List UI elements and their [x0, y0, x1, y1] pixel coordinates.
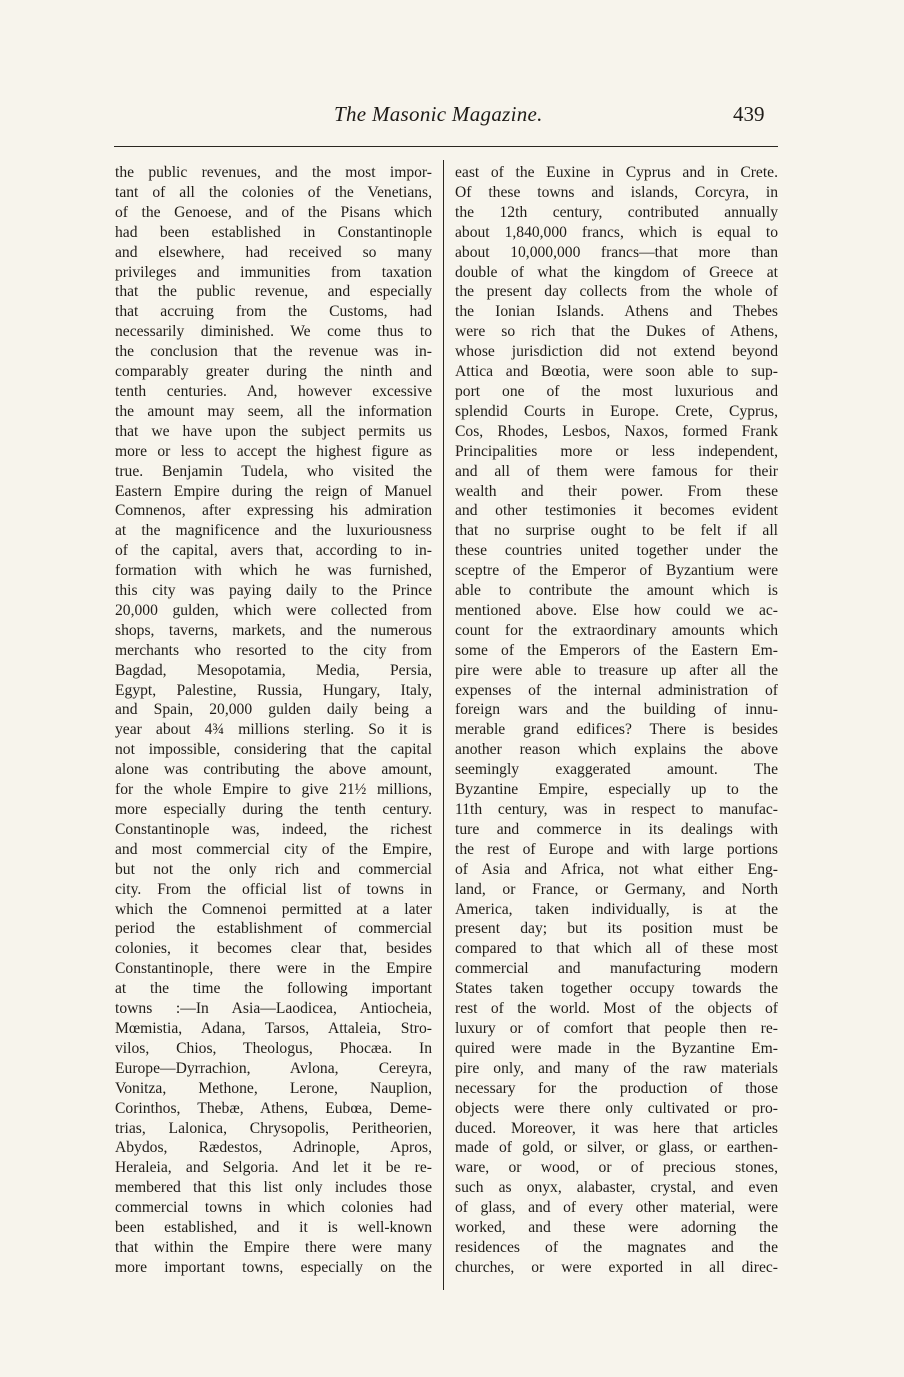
text-line: trias, Lalonica, Chrysopolis, Peritheorien, — [115, 1119, 432, 1137]
text-line: at the time the following important — [115, 980, 432, 998]
text-line: whose jurisdiction did not extend beyond — [455, 343, 778, 361]
text-line: commercial and manufacturing modern — [455, 960, 778, 978]
text-line: residences of the magnates and the — [455, 1238, 778, 1256]
text-line: quired were made in the Byzantine Em- — [455, 1039, 778, 1057]
text-line: that accruing from the Customs, had — [115, 303, 432, 321]
text-line: the 12th century, contributed annually — [455, 203, 778, 221]
left-column — [115, 163, 432, 1278]
text-line: membered that this list only includes those — [115, 1179, 432, 1197]
text-line: but not the only rich and commercial — [115, 860, 432, 878]
text-line: some of the Emperors of the Eastern Em- — [455, 641, 778, 659]
right-column — [455, 163, 778, 1278]
text-line: splendid Courts in Europe. Crete, Cyprus, — [455, 402, 778, 420]
text-line: formation with which he was furnished, — [115, 562, 432, 580]
text-line: land, or France, or Germany, and North — [455, 880, 778, 898]
text-line: made of gold, or silver, or glass, or earthen- — [455, 1139, 778, 1157]
text-line: double of what the kingdom of Greece at — [455, 263, 778, 281]
text-line: comparably greater during the ninth and — [115, 363, 432, 381]
text-line: Of these towns and islands, Corcyra, in — [455, 183, 778, 201]
text-line: privileges and immunities from taxation — [115, 263, 432, 281]
text-line: foreign wars and the building of innu- — [455, 701, 778, 719]
text-line: of the Genoese, and of the Pisans which — [115, 203, 432, 221]
text-line: period the establishment of commercial — [115, 920, 432, 938]
text-line: tenth centuries. And, however excessive — [115, 382, 432, 400]
text-line: that no surprise ought to be felt if all — [455, 522, 778, 540]
text-line: been established, and it is well-known — [115, 1219, 432, 1237]
text-line: 11th century, was in respect to manufac- — [455, 801, 778, 818]
text-line: Mœmistia, Adana, Tarsos, Attaleia, Stro- — [115, 1019, 432, 1037]
text-line: that within the Empire there were many — [115, 1238, 432, 1256]
text-line: Bagdad, Mesopotamia, Media, Persia, — [115, 661, 432, 679]
text-line: commercial towns in which colonies had — [115, 1199, 432, 1217]
text-line: which the Comnenoi permitted at a later — [115, 900, 432, 918]
text-line: ture and commerce in its dealings with — [455, 820, 778, 838]
text-line: not impossible, considering that the capital — [115, 741, 432, 759]
column-divider — [443, 160, 444, 1290]
text-line: that the public revenue, and especially — [115, 283, 432, 301]
text-line: more especially during the tenth century. — [115, 801, 432, 818]
text-line: objects were there only cultivated or pro- — [455, 1099, 778, 1117]
text-line: rest of the world. Most of the objects of — [455, 1000, 778, 1018]
text-line: mentioned above. Else how could we ac- — [455, 601, 778, 619]
text-line: shops, taverns, markets, and the numerous — [115, 621, 432, 639]
text-line: that we have upon the subject permits us — [115, 422, 432, 440]
text-line: worked, and these were adorning the — [455, 1219, 778, 1237]
text-line: the Ionian Islands. Athens and Thebes — [455, 303, 778, 321]
header-rule — [114, 146, 778, 147]
text-line: Comnenos, after expressing his admiration — [115, 502, 432, 520]
text-line: duced. Moreover, it was here that articles — [455, 1119, 778, 1137]
running-title: The Masonic Magazine. — [334, 102, 543, 126]
text-line: Constantinople, there were in the Empire — [115, 960, 432, 978]
text-line: the rest of Europe and with large portions — [455, 840, 778, 858]
text-line: east of the Euxine in Cyprus and in Crete. — [455, 164, 778, 181]
text-line: true. Benjamin Tudela, who visited the — [115, 462, 432, 480]
text-line: merchants who resorted to the city from — [115, 641, 432, 659]
text-line: and most commercial city of the Empire, — [115, 840, 432, 858]
text-line: Cos, Rhodes, Lesbos, Naxos, formed Frank — [455, 422, 778, 440]
text-line: compared to that which all of these most — [455, 940, 778, 958]
text-line: port one of the most luxurious and — [455, 382, 778, 400]
text-line: sceptre of the Emperor of Byzantium were — [455, 562, 778, 580]
text-line: ware, or wood, or of precious stones, — [455, 1159, 778, 1177]
text-line: and Spain, 20,000 gulden daily being a — [115, 701, 432, 719]
text-line: more important towns, especially on the — [115, 1258, 432, 1276]
text-line: the present day collects from the whole of — [455, 283, 778, 301]
text-line: more or less to accept the highest figure as — [115, 442, 432, 460]
text-line: necessarily diminished. We come thus to — [115, 323, 432, 341]
text-line: such as onyx, alabaster, crystal, and even — [455, 1179, 778, 1197]
text-line: Vonitza, Methone, Lerone, Nauplion, — [115, 1079, 432, 1097]
text-line: Europe—Dyrrachion, Avlona, Cereyra, — [115, 1059, 432, 1077]
text-line: tant of all the colonies of the Venetians, — [115, 183, 432, 201]
text-line: were so rich that the Dukes of Athens, — [455, 323, 778, 341]
text-line: vilos, Chios, Theologus, Phocæa. In — [115, 1039, 432, 1057]
text-line: of the capital, avers that, according to in- — [115, 542, 432, 560]
text-line: Principalities more or less independent, — [455, 442, 778, 460]
text-line: merable grand edifices? There is besides — [455, 721, 778, 739]
text-line: and elsewhere, had received so many — [115, 243, 432, 261]
text-line: the amount may seem, all the information — [115, 402, 432, 420]
text-line: necessary for the production of those — [455, 1079, 778, 1097]
text-line: the conclusion that the revenue was in- — [115, 343, 432, 361]
text-line: expenses of the internal administration of — [455, 681, 778, 699]
text-line: had been established in Constantinople — [115, 223, 432, 241]
text-line: of Asia and Africa, not what either Eng- — [455, 860, 778, 878]
text-line: Heraleia, and Selgoria. And let it be re- — [115, 1159, 432, 1177]
text-line: and other testimonies it becomes evident — [455, 502, 778, 520]
page-header — [0, 100, 904, 134]
text-line: city. From the official list of towns in — [115, 880, 432, 898]
text-line: alone was contributing the above amount, — [115, 761, 432, 779]
text-line: 20,000 gulden, which were collected from — [115, 601, 432, 619]
text-line: these countries united together under the — [455, 542, 778, 560]
text-line: for the whole Empire to give 21½ millions, — [115, 781, 432, 799]
text-line: and all of them were famous for their — [455, 462, 778, 480]
text-line: able to contribute the amount which is — [455, 582, 778, 600]
text-line: Eastern Empire during the reign of Manuel — [115, 482, 432, 500]
text-line: churches, or were exported in all direc- — [455, 1258, 778, 1276]
text-line: Attica and Bœotia, were soon able to sup- — [455, 363, 778, 381]
text-line: seemingly exaggerated amount. The — [455, 761, 778, 779]
text-line: Abydos, Rædestos, Adrinople, Apros, — [115, 1139, 432, 1157]
page-number: 439 — [733, 102, 765, 126]
text-line: the public revenues, and the most impor- — [115, 164, 432, 181]
text-line: towns :—In Asia—Laodicea, Antiocheia, — [115, 1000, 432, 1018]
text-line: of glass, and of every other material, were — [455, 1199, 778, 1217]
text-line: pire were able to treasure up after all the — [455, 661, 778, 679]
text-line: luxury or of comfort that people then re- — [455, 1019, 778, 1037]
text-line: wealth and their power. From these — [455, 482, 778, 500]
text-line: at the magnificence and the luxuriousness — [115, 522, 432, 540]
text-line: year about 4¾ millions sterling. So it is — [115, 721, 432, 739]
text-line: count for the extraordinary amounts which — [455, 621, 778, 639]
text-line: this city was paying daily to the Prince — [115, 582, 432, 600]
text-line: colonies, it becomes clear that, besides — [115, 940, 432, 958]
text-line: about 1,840,000 francs, which is equal to — [455, 223, 778, 241]
text-line: pire only, and many of the raw materials — [455, 1059, 778, 1077]
text-line: America, taken individually, is at the — [455, 900, 778, 918]
text-line: Egypt, Palestine, Russia, Hungary, Italy, — [115, 681, 432, 699]
text-line: Corinthos, Thebæ, Athens, Eubœa, Deme- — [115, 1099, 432, 1117]
text-line: Byzantine Empire, especially up to the — [455, 781, 778, 799]
text-line: present day; but its position must be — [455, 920, 778, 938]
text-line: Constantinople was, indeed, the richest — [115, 820, 432, 838]
text-line: States taken together occupy towards the — [455, 980, 778, 998]
text-line: about 10,000,000 francs—that more than — [455, 243, 778, 261]
text-line: another reason which explains the above — [455, 741, 778, 759]
